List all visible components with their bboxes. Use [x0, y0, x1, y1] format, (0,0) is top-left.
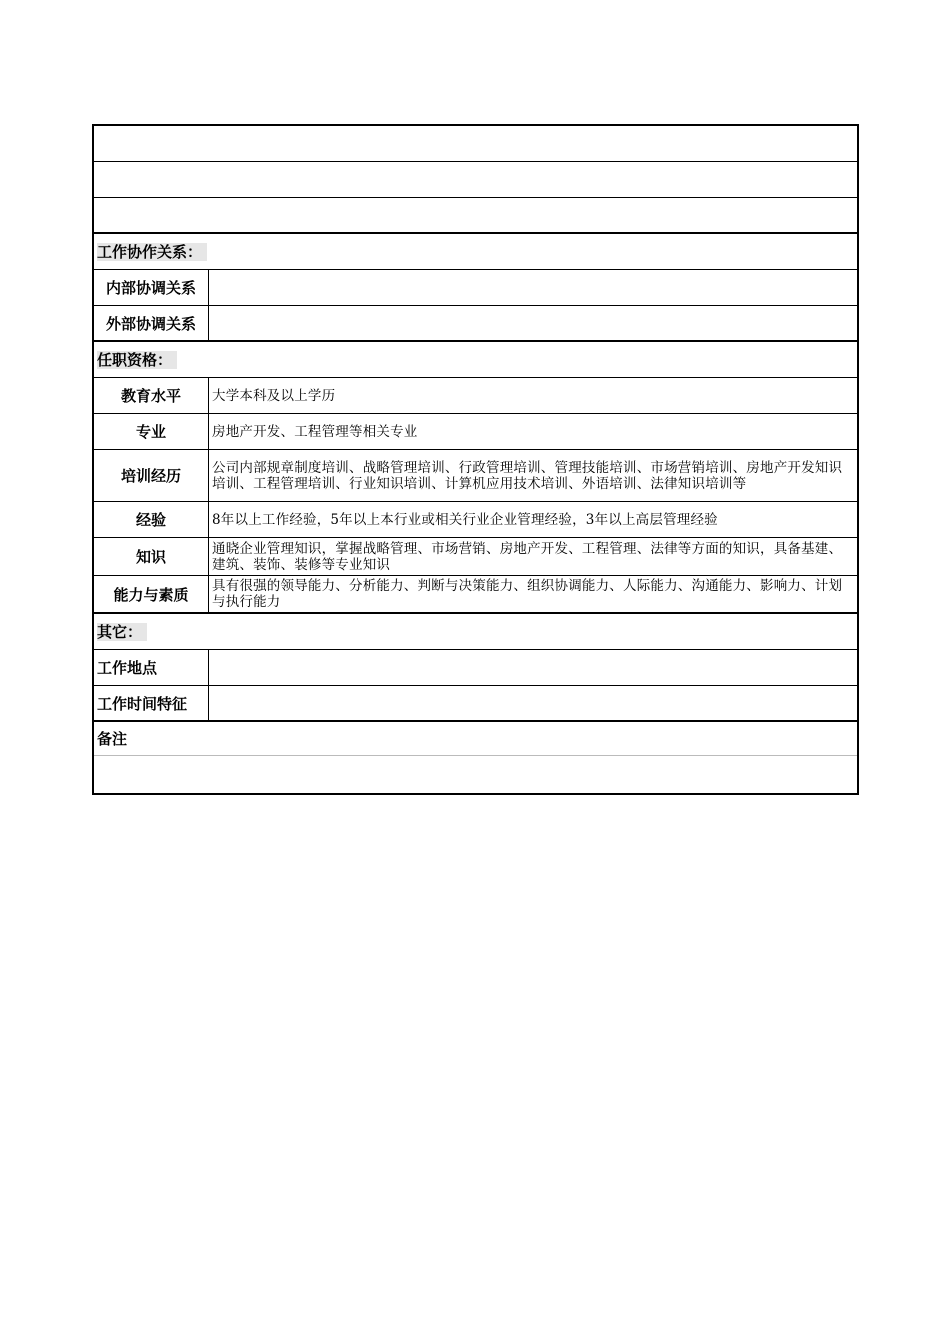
section-header-cooperation — [94, 234, 857, 270]
section-header-qualification — [94, 342, 857, 378]
row-value: 8年以上工作经验，5年以上本行业或相关行业企业管理经验，3年以上高层管理经验 — [212, 511, 718, 528]
section-title: 备注 — [97, 730, 128, 748]
row-value: 大学本科及以上学历 — [212, 387, 336, 404]
blank-row — [94, 198, 857, 234]
table-row — [94, 576, 857, 614]
row-value — [209, 686, 857, 720]
row-label: 内部协调关系 — [94, 270, 209, 305]
job-description-table — [92, 124, 859, 795]
row-label: 专业 — [94, 414, 209, 449]
section-title: 其它： — [97, 623, 147, 641]
row-label: 经验 — [94, 502, 209, 537]
row-value: 具有很强的领导能力、分析能力、判断与决策能力、组织协调能力、人际能力、沟通能力、影响力、计划与执行能力 — [212, 578, 843, 610]
section-header-other — [94, 614, 857, 650]
blank-row — [94, 126, 857, 162]
row-label: 工作时间特征 — [94, 686, 209, 720]
row-value — [209, 270, 857, 305]
row-value: 公司内部规章制度培训、战略管理培训、行政管理培训、管理技能培训、市场营销培训、房地产开发知识培训、工程管理培训、行业知识培训、计算机应用技术培训、外语培训、法律知识培训等 — [212, 459, 843, 492]
row-label: 外部协调关系 — [94, 306, 209, 340]
table-row — [94, 450, 857, 502]
table-row — [94, 414, 857, 450]
row-label: 教育水平 — [94, 378, 209, 413]
remarks-content — [94, 756, 857, 793]
row-label: 能力与素质 — [94, 576, 209, 612]
table-row — [94, 270, 857, 306]
row-value: 房地产开发、工程管理等相关专业 — [212, 423, 418, 440]
table-row — [94, 502, 857, 538]
row-label: 培训经历 — [94, 450, 209, 501]
table-row — [94, 378, 857, 414]
table-row — [94, 650, 857, 686]
row-value: 通晓企业管理知识，掌握战略管理、市场营销、房地产开发、工程管理、法律等方面的知识，具备基建、建筑、装饰、装修等专业知识 — [212, 540, 843, 573]
row-value — [209, 650, 857, 685]
table-row — [94, 686, 857, 722]
section-title: 任职资格： — [97, 351, 177, 369]
section-header-remarks — [94, 722, 857, 756]
table-row — [94, 538, 857, 576]
row-label: 知识 — [94, 538, 209, 575]
row-value — [209, 306, 857, 340]
table-row — [94, 306, 857, 342]
row-label: 工作地点 — [94, 650, 209, 685]
section-title: 工作协作关系： — [97, 243, 207, 261]
blank-row — [94, 162, 857, 198]
